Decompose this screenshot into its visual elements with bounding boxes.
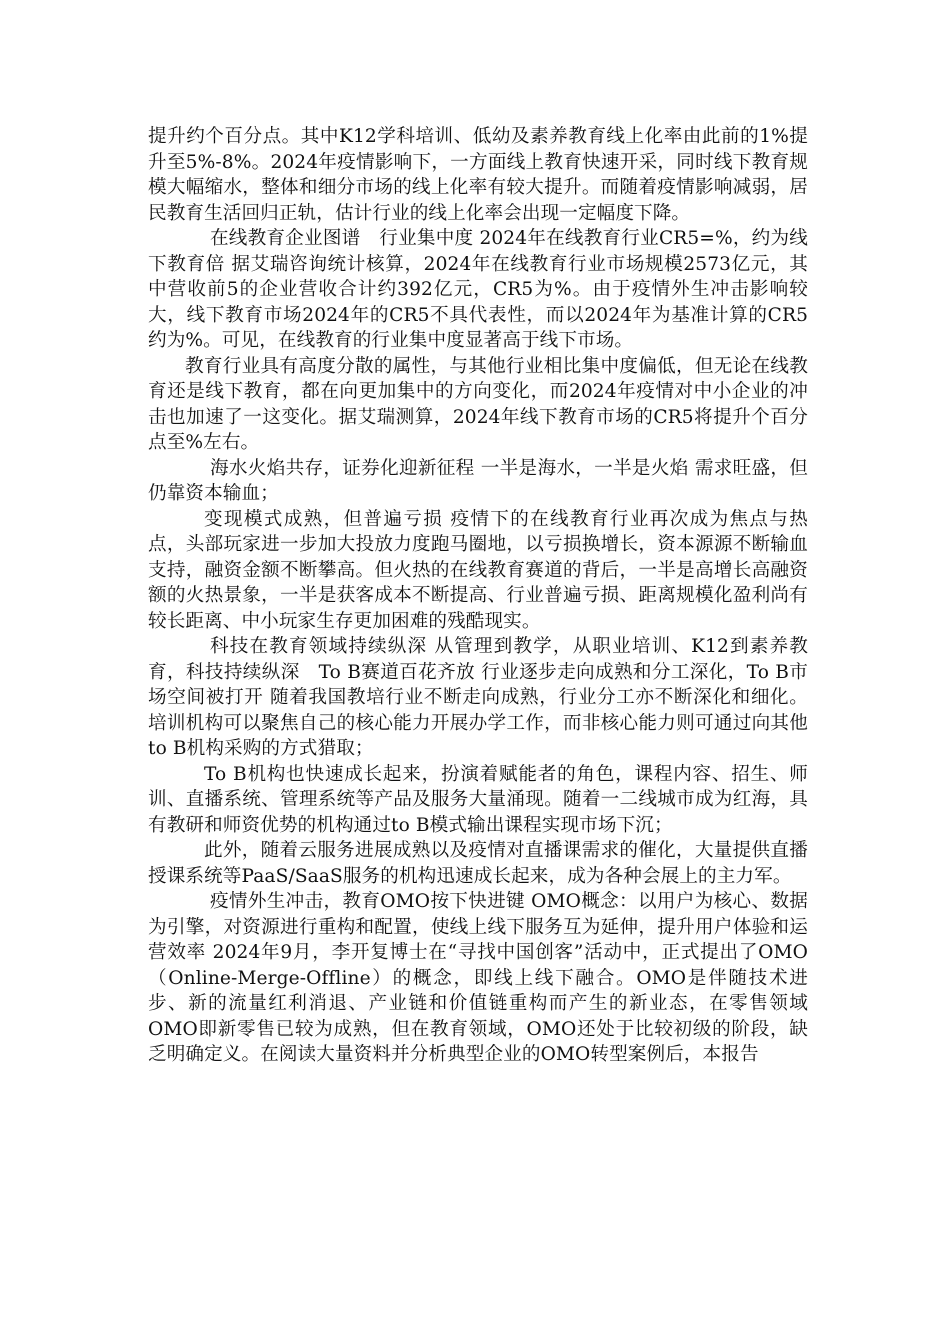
paragraph-online-rate: 提升约个百分点。其中K12学科培训、低幼及素养教育线上化率由此前的1%提升至5%-8%。2024年疫情影响下，一方面线上教育快速开采，同时线下教育规模大幅缩水，整体和细分市场的线上化率有较大提升。而随着疫情影响减弱，居民教育生活回归正轨，估计行业的线上化率会出现一定幅度下降。	[148, 126, 808, 224]
paragraph-fragmentation: 教育行业具有高度分散的属性，与其他行业相比集中度偏低，但无论在线教育还是线下教育，都在向更加集中的方向变化，而2024年疫情对中小企业的冲击也加速了一这变化。据艾瑞测算，2024年线下教育市场的CR5将提升个百分点至%左右。	[148, 355, 808, 453]
paragraph-to-b-institutions: To B机构也快速成长起来，扮演着赋能者的角色，课程内容、招生、师训、直播系统、管理系统等产品及服务大量涌现。随着一二线城市成为红海，具有教研和师资优势的机构通过to B模式输出课程实现市场下沉；	[148, 763, 808, 836]
paragraph-industry-concentration: 在线教育企业图谱 行业集中度 2024年在线教育行业CR5=%，约为线下教育倍 据艾瑞咨询统计核算，2024年在线教育行业市场规模2573亿元，其中营收前5的企业营收合计约392亿元，CR5为%。由于疫情外生冲击影响较大，线下教育市场2024年的CR5不具代表性，而以2024年为基准计算的CR5约为%。可见，在线教育的行业集中度显著高于线下市场。	[148, 228, 808, 351]
paragraph-technology: 科技在教育领域持续纵深 从管理到教学，从职业培训、K12到素养教育，科技持续纵深 To B赛道百花齐放 行业逐步走向成熟和分工深化，To B市场空间被打开 随着我国教培行业不断走向成熟，行业分工亦不断深化和细化。培训机构可以聚焦自己的核心能力开展办学工作，而非核心能力则可通过向其他to B机构采购的方式猎取；	[148, 636, 808, 759]
paragraph-cloud-services: 此外，随着云服务进展成熟以及疫情对直播课需求的催化，大量提供直播授课系统等PaaS/SaaS服务的机构迅速成长起来，成为各种会展上的主力军。	[148, 840, 808, 887]
paragraph-sea-and-fire: 海水火焰共存，证券化迎新征程 一半是海水，一半是火焰 需求旺盛，但仍靠资本输血；	[148, 457, 808, 504]
paragraph-omo: 疫情外生冲击，教育OMO按下快进键 OMO概念：以用户为核心、数据为引擎，对资源进行重构和配置，使线上线下服务互为延伸，提升用户体验和运营效率 2024年9月，李开复博士在“寻找中国创客”活动中，正式提出了OMO（Online-Merge-Offline）的概念，即线上线下融合。OMO是伴随技术进步、新的流量红利消退、产业链和价值链重构而产生的新业态，在零售领域OMO即新零售已较为成熟，但在教育领域，OMO还处于比较初级的阶段，缺乏明确定义。在阅读大量资料并分析典型企业的OMO转型案例后，本报告	[148, 891, 808, 1065]
document-body	[148, 124, 808, 1068]
paragraph-monetization: 变现模式成熟，但普遍亏损 疫情下的在线教育行业再次成为焦点与热点，头部玩家进一步加大投放力度跑马圈地，以亏损换增长，资本源源不断输血支持，融资金额不断攀高。但火热的在线教育赛道的背后，一半是高增长高融资额的火热景象，一半是获客成本不断提高、行业普遍亏损、距离规模化盈利尚有较长距离、中小玩家生存更加困难的残酷现实。	[148, 508, 808, 632]
